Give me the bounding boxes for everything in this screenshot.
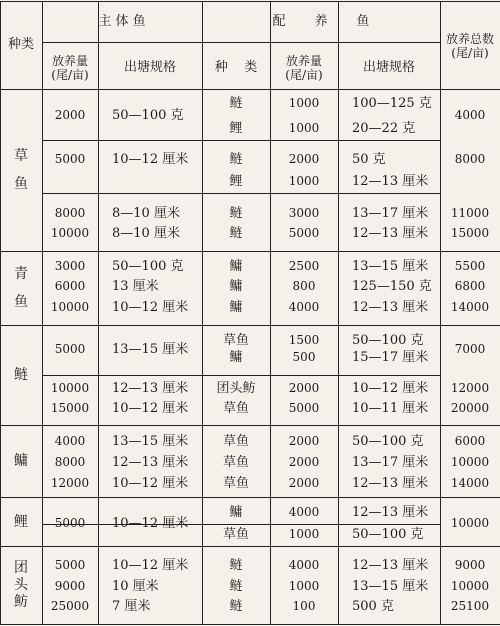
companion-stocking-cell: 1000: [288, 527, 320, 541]
table-top-rule: [0, 1, 500, 2]
main-stocking-cell: 5000: [54, 152, 86, 166]
main-size-cell: 12—13 厘米: [112, 455, 189, 470]
group-divider: [0, 425, 500, 426]
main-size-cell: 10—12 厘米: [112, 558, 189, 573]
companion-size-cell: 12—13 厘米: [352, 174, 429, 189]
total-cell: 4000: [454, 108, 486, 122]
species-label: 鲢: [14, 367, 28, 383]
main-stocking-cell: 8000: [54, 455, 86, 469]
main-stocking-cell: 10000: [50, 381, 90, 395]
main-stocking-cell: 12000: [50, 476, 90, 490]
companion-species-cell: 鲢: [229, 152, 243, 167]
total-cell: 9000: [454, 558, 486, 572]
companion-size-cell: 500 克: [352, 599, 394, 614]
companion-stocking-cell: 2000: [288, 476, 320, 490]
header-main-size: 出塘规格: [123, 60, 176, 75]
companion-species-cell: 草鱼: [222, 476, 249, 491]
companion-species-cell: 草鱼: [222, 527, 249, 542]
main-size-cell: 10—12 厘米: [112, 300, 189, 315]
main-size-cell: 13 厘米: [112, 279, 159, 294]
total-cell: 15000: [450, 226, 490, 240]
row-rule: [42, 193, 440, 194]
companion-size-cell: 15—17 厘米: [352, 350, 429, 365]
main-stocking-cell: 15000: [50, 401, 90, 415]
main-stocking-cell: 5000: [54, 558, 86, 572]
companion-stocking-cell: 2000: [288, 152, 320, 166]
column-rule: [338, 1, 339, 624]
main-stocking-cell: 8000: [54, 206, 86, 220]
companion-stocking-cell: 2000: [288, 434, 320, 448]
companion-size-cell: 12—13 厘米: [352, 505, 429, 520]
companion-size-cell: 13—15 厘米: [352, 259, 429, 274]
companion-species-cell: 鲢: [229, 599, 243, 614]
companion-species-cell: 鲢: [229, 579, 243, 594]
main-stocking-cell: 25000: [50, 599, 90, 613]
header-total: 放养总数 (尾/亩): [445, 32, 494, 60]
total-cell: 14000: [450, 476, 490, 490]
total-cell: 12000: [450, 381, 490, 395]
header-divider: [42, 42, 440, 43]
row-rule: [42, 524, 440, 525]
companion-species-cell: 鲢: [229, 558, 243, 573]
group-divider: [0, 251, 500, 252]
companion-stocking-cell: 3000: [288, 206, 320, 220]
companion-stocking-cell: 2500: [288, 259, 320, 273]
companion-species-cell: 鳙: [229, 505, 243, 520]
main-size-cell: 12—13 厘米: [112, 381, 189, 396]
companion-stocking-cell: 1500: [288, 333, 320, 347]
total-cell: 10000: [450, 579, 490, 593]
main-size-cell: 10—12 厘米: [112, 401, 189, 416]
companion-species-cell: 鲤: [229, 174, 243, 189]
companion-species-cell: 鲢: [229, 226, 243, 241]
companion-species-cell: 草鱼: [222, 434, 249, 449]
main-size-cell: 10—12 厘米: [112, 516, 189, 531]
companion-stocking-cell: 5000: [288, 226, 320, 240]
header-species: 种类: [7, 37, 34, 52]
group-divider: [0, 546, 500, 547]
total-cell: 8000: [454, 152, 486, 166]
header-companion-fish: 配 养 鱼: [272, 14, 370, 29]
companion-size-cell: 50 克: [352, 152, 386, 167]
companion-stocking-cell: 2000: [288, 455, 320, 469]
companion-species-cell: 草鱼: [222, 455, 249, 470]
main-size-cell: 8—10 厘米: [112, 206, 180, 221]
main-stocking-cell: 6000: [54, 279, 86, 293]
companion-size-cell: 50—100 克: [352, 333, 424, 348]
companion-species-cell: 鳙: [229, 259, 243, 274]
main-size-cell: 10—12 厘米: [112, 152, 189, 167]
main-stocking-cell: 3000: [54, 259, 86, 273]
header-comp-size: 出塘规格: [362, 60, 415, 75]
companion-species-cell: 鲤: [229, 121, 243, 136]
companion-size-cell: 13—15 厘米: [352, 579, 429, 594]
companion-stocking-cell: 100: [292, 599, 316, 613]
main-stocking-cell: 10000: [50, 300, 90, 314]
row-rule: [42, 375, 440, 376]
total-cell: 5500: [454, 259, 486, 273]
companion-stocking-cell: 1000: [288, 174, 320, 188]
table-left-rule: [0, 1, 1, 624]
main-size-cell: 7 厘米: [112, 599, 151, 614]
main-stocking-cell: 2000: [54, 108, 86, 122]
companion-species-cell: 鳙: [229, 279, 243, 294]
companion-species-cell: 鳙: [229, 300, 243, 315]
total-cell: 10000: [450, 455, 490, 469]
companion-stocking-cell: 1000: [288, 579, 320, 593]
companion-species-cell: 鲢: [229, 96, 243, 111]
companion-size-cell: 12—13 厘米: [352, 300, 429, 315]
main-stocking-cell: 10000: [50, 226, 90, 240]
table-bottom-rule: [0, 624, 500, 625]
header-main-fish: 主 体 鱼: [98, 14, 146, 29]
group-divider: [0, 325, 500, 326]
total-cell: 6800: [454, 279, 486, 293]
total-cell: 25100: [450, 599, 490, 613]
companion-size-cell: 50—100 克: [352, 527, 424, 542]
companion-size-cell: 13—17 厘米: [352, 206, 429, 221]
companion-size-cell: 10—12 厘米: [352, 381, 429, 396]
main-size-cell: 8—10 厘米: [112, 226, 180, 241]
companion-stocking-cell: 500: [292, 350, 316, 364]
companion-size-cell: 125—150 克: [352, 279, 432, 294]
header-bottom-rule: [0, 89, 500, 90]
total-cell: 20000: [450, 401, 490, 415]
main-stocking-cell: 9000: [54, 579, 86, 593]
companion-stocking-cell: 4000: [288, 558, 320, 572]
companion-size-cell: 10—11 厘米: [352, 401, 429, 416]
companion-size-cell: 13—17 厘米: [352, 455, 429, 470]
total-cell: 14000: [450, 300, 490, 314]
main-stocking-cell: 5000: [54, 516, 86, 530]
species-label: 鳙: [14, 453, 28, 469]
companion-size-cell: 12—13 厘米: [352, 476, 429, 491]
companion-size-cell: 12—13 厘米: [352, 558, 429, 573]
group-divider: [0, 497, 500, 498]
companion-stocking-cell: 4000: [288, 505, 320, 519]
header-main-stocking: 放养量 (尾/亩): [51, 54, 89, 82]
main-size-cell: 50—100 克: [112, 259, 184, 274]
companion-stocking-cell: 5000: [288, 401, 320, 415]
header-comp-stocking: 放养量 (尾/亩): [285, 54, 323, 82]
species-label: 草鱼: [14, 148, 28, 192]
species-label: 青鱼: [14, 266, 28, 310]
companion-stocking-cell: 4000: [288, 300, 320, 314]
total-cell: 11000: [450, 206, 490, 220]
companion-species-cell: 草鱼: [222, 333, 249, 348]
main-size-cell: 50—100 克: [112, 108, 184, 123]
companion-stocking-cell: 1000: [288, 121, 320, 135]
companion-size-cell: 100—125 克: [352, 96, 432, 111]
main-size-cell: 13—15 厘米: [112, 434, 189, 449]
companion-species-cell: 草鱼: [222, 401, 249, 416]
companion-size-cell: 12—13 厘米: [352, 226, 429, 241]
companion-stocking-cell: 1000: [288, 96, 320, 110]
species-label: 团头鲂: [14, 560, 28, 610]
main-stocking-cell: 4000: [54, 434, 86, 448]
total-cell: 10000: [450, 516, 490, 530]
header-comp-species: 种 类: [214, 60, 258, 75]
companion-size-cell: 50—100 克: [352, 434, 424, 449]
species-label: 鲤: [14, 514, 28, 530]
main-size-cell: 10 厘米: [112, 579, 159, 594]
companion-stocking-cell: 2000: [288, 381, 320, 395]
main-size-cell: 10—12 厘米: [112, 476, 189, 491]
total-cell: 6000: [454, 434, 486, 448]
column-rule: [98, 1, 99, 624]
main-size-cell: 13—15 厘米: [112, 342, 189, 357]
companion-species-cell: 鲢: [229, 206, 243, 221]
total-cell: 7000: [454, 342, 486, 356]
row-rule: [42, 140, 440, 141]
companion-species-cell: 团头鲂: [216, 381, 256, 396]
companion-stocking-cell: 800: [292, 279, 316, 293]
companion-species-cell: 鳙: [229, 350, 243, 365]
main-stocking-cell: 5000: [54, 342, 86, 356]
companion-size-cell: 20—22 克: [352, 121, 416, 136]
